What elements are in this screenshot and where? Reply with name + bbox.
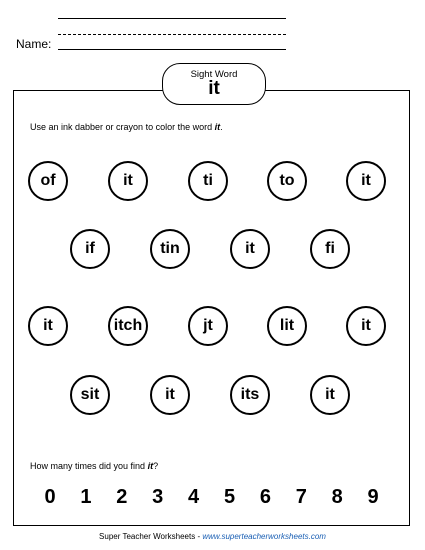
word-circle[interactable]: to — [267, 161, 307, 201]
word-circle[interactable]: it — [230, 229, 270, 269]
question-after: ? — [153, 461, 159, 471]
word-circle[interactable]: it — [108, 161, 148, 201]
word-circle[interactable]: it — [310, 375, 350, 415]
number-choice[interactable]: 6 — [259, 486, 271, 508]
number-choice[interactable]: 1 — [80, 486, 92, 508]
sight-word-label: Sight Word — [190, 69, 238, 80]
word-circle[interactable]: sit — [70, 375, 110, 415]
number-choice[interactable]: 0 — [44, 486, 56, 508]
word-circle[interactable]: it — [346, 306, 386, 346]
question-before: How many times did you find — [30, 461, 148, 471]
word-circle[interactable]: jt — [188, 306, 228, 346]
word-circle[interactable]: itch — [108, 306, 148, 346]
word-circle[interactable]: its — [230, 375, 270, 415]
footer-separator: - — [195, 532, 203, 541]
word-circle[interactable]: it — [28, 306, 68, 346]
footer — [0, 532, 425, 541]
word-circle[interactable]: it — [346, 161, 386, 201]
number-choice[interactable]: 5 — [223, 486, 236, 508]
instruction-text — [30, 122, 223, 132]
number-choice[interactable]: 7 — [295, 486, 307, 508]
number-choice[interactable]: 3 — [152, 486, 164, 508]
instruction-before: Use an ink dabber or crayon to color the word — [30, 122, 215, 132]
question-text — [30, 461, 158, 471]
footer-brand: Super Teacher Worksheets — [99, 532, 196, 541]
sight-word: it — [208, 78, 220, 99]
name-label: Name: — [16, 37, 52, 51]
word-circle[interactable]: of — [28, 161, 68, 201]
footer-url[interactable]: www.superteacherworksheets.com — [202, 532, 326, 541]
word-circle[interactable]: lit — [267, 306, 307, 346]
instruction-after: . — [220, 122, 223, 132]
number-choice[interactable]: 2 — [116, 486, 128, 508]
word-circle[interactable]: if — [70, 229, 110, 269]
sight-word-title-box — [162, 63, 266, 105]
instruction-word: it — [214, 122, 221, 132]
number-choice[interactable]: 9 — [367, 486, 379, 508]
number-choice[interactable]: 4 — [188, 486, 200, 508]
word-circle[interactable]: ti — [188, 161, 228, 201]
number-choice[interactable]: 8 — [331, 486, 343, 508]
word-circle[interactable]: tin — [150, 229, 190, 269]
question-word: it — [147, 461, 154, 471]
name-dashed-line — [58, 34, 286, 35]
word-circle[interactable]: it — [150, 375, 190, 415]
name-top-line — [58, 18, 286, 19]
word-circle[interactable]: fi — [310, 229, 350, 269]
name-write-line[interactable] — [58, 49, 286, 50]
